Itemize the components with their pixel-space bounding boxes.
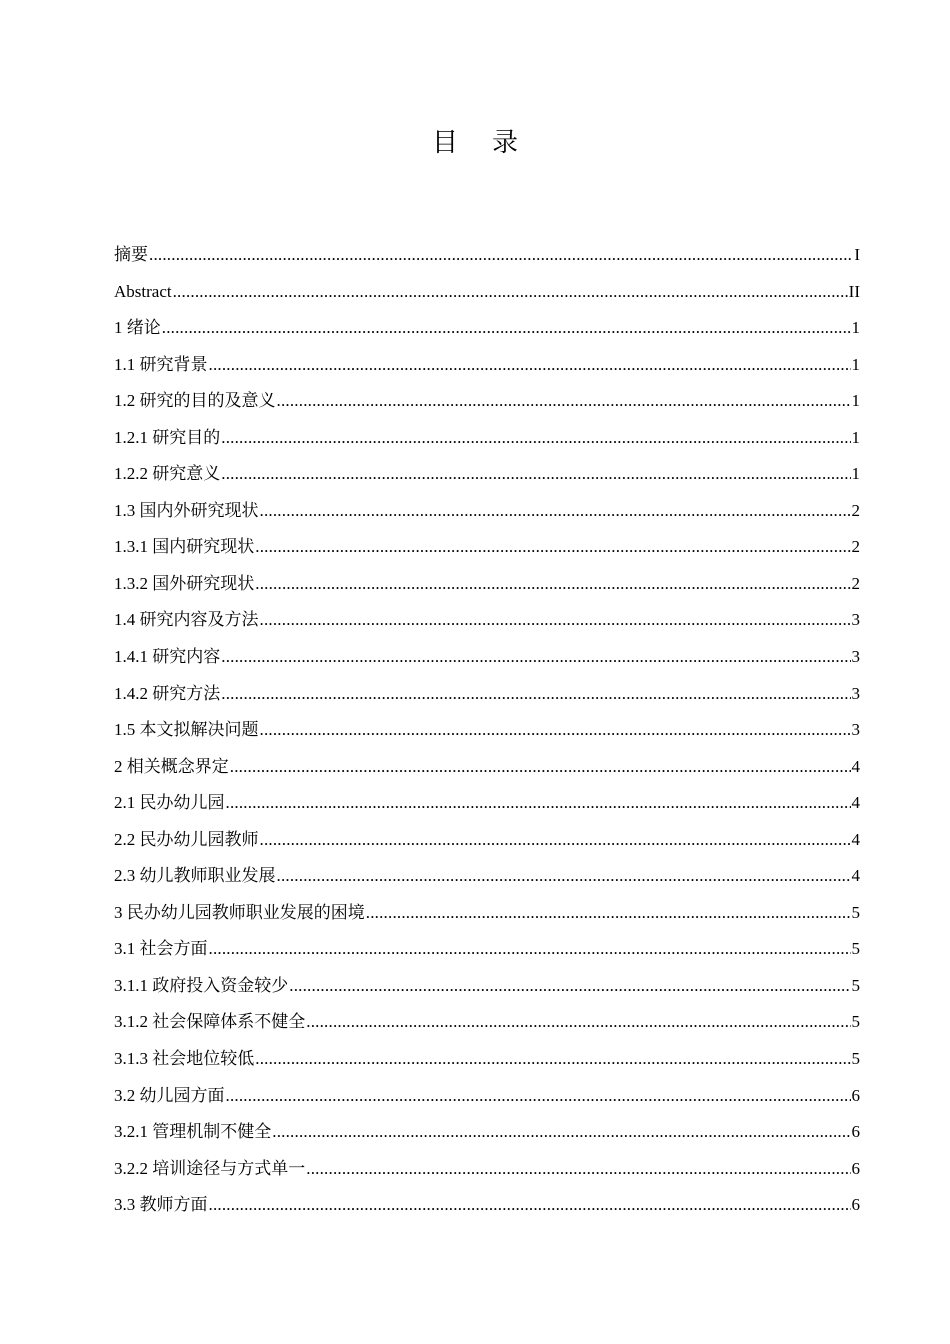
toc-entry-page: 3 [851, 647, 860, 667]
toc-entry-page: 5 [851, 1012, 860, 1032]
toc-entry-page: 1 [851, 391, 860, 411]
toc-entry-page: 4 [851, 793, 860, 813]
toc-entry-text: 2.3 幼儿教师职业发展 [114, 866, 276, 886]
toc-entry-text: 3.1.2 社会保障体系不健全 [114, 1012, 306, 1032]
toc-entry[interactable] [114, 602, 860, 639]
toc-leader-dots [162, 310, 851, 347]
toc-entry[interactable] [114, 347, 860, 384]
toc-entry[interactable] [114, 749, 860, 786]
toc-leader-dots [306, 1151, 850, 1188]
toc-entry[interactable] [114, 1187, 860, 1224]
toc-leader-dots [209, 1187, 851, 1224]
toc-entry-page: 4 [851, 756, 860, 776]
toc-leader-dots [230, 749, 851, 786]
toc-entry[interactable] [114, 1114, 860, 1151]
toc-entry[interactable] [114, 1004, 860, 1041]
toc-entry[interactable] [114, 1041, 860, 1078]
toc-entry-text: 3.1 社会方面 [114, 939, 208, 959]
toc-entry-text: 3 民办幼儿园教师职业发展的困境 [114, 902, 365, 922]
toc-entry-page: 2 [851, 500, 860, 520]
toc-entry-page: 1 [851, 427, 860, 447]
toc-entry[interactable] [114, 822, 860, 859]
toc-leader-dots [277, 383, 851, 420]
toc-leader-dots [149, 237, 853, 274]
toc-entry-page: 5 [851, 1049, 860, 1069]
toc-entry-text: 3.1.3 社会地位较低 [114, 1049, 255, 1069]
toc-leader-dots [260, 712, 851, 749]
toc-entry-text: 1.3.2 国外研究现状 [114, 573, 255, 593]
toc-entry-text: Abstract [114, 281, 172, 301]
toc-leader-dots [226, 785, 851, 822]
toc-entry-text: 1.1 研究背景 [114, 354, 208, 374]
toc-leader-dots [221, 676, 850, 713]
toc-entry[interactable] [114, 566, 860, 603]
toc-entry-text: 1 绪论 [114, 318, 161, 338]
toc-leader-dots [173, 274, 848, 311]
toc-entry-page: 5 [851, 939, 860, 959]
toc-entry-page: 6 [851, 1195, 860, 1215]
toc-list [114, 237, 860, 1224]
toc-leader-dots [260, 822, 851, 859]
toc-entry-text: 1.2 研究的目的及意义 [114, 391, 276, 411]
toc-entry[interactable] [114, 493, 860, 530]
toc-leader-dots [221, 420, 850, 457]
toc-title-char-2: 录 [492, 128, 519, 158]
toc-entry[interactable] [114, 1151, 860, 1188]
toc-entry[interactable] [114, 456, 860, 493]
toc-entry-text: 2.1 民办幼儿园 [114, 793, 225, 813]
toc-entry-page: 4 [851, 866, 860, 886]
toc-leader-dots [260, 493, 851, 530]
toc-entry-text: 3.3 教师方面 [114, 1195, 208, 1215]
toc-entry-text: 1.2.1 研究目的 [114, 427, 221, 447]
toc-entry[interactable] [114, 237, 860, 274]
toc-entry-text: 1.5 本文拟解决问题 [114, 720, 259, 740]
toc-entry[interactable] [114, 895, 860, 932]
toc-entry-page: 5 [851, 975, 860, 995]
toc-entry-page: 3 [851, 720, 860, 740]
toc-entry[interactable] [114, 858, 860, 895]
toc-entry-text: 3.2 幼儿园方面 [114, 1085, 225, 1105]
toc-leader-dots [260, 602, 851, 639]
toc-entry[interactable] [114, 274, 860, 311]
toc-leader-dots [209, 347, 851, 384]
toc-entry[interactable] [114, 383, 860, 420]
toc-entry-page: 1 [851, 318, 860, 338]
toc-entry-text: 3.2.2 培训途径与方式单一 [114, 1158, 306, 1178]
toc-entry-text: 2.2 民办幼儿园教师 [114, 829, 259, 849]
toc-entry-page: 1 [851, 354, 860, 374]
toc-entry-text: 1.4.1 研究内容 [114, 647, 221, 667]
toc-entry-text: 1.3.1 国内研究现状 [114, 537, 255, 557]
toc-entry-page: 2 [851, 573, 860, 593]
toc-leader-dots [255, 529, 850, 566]
toc-entry[interactable] [114, 639, 860, 676]
toc-entry-text: 3.2.1 管理机制不健全 [114, 1122, 272, 1142]
toc-entry-text: 1.3 国内外研究现状 [114, 500, 259, 520]
toc-entry-page: 6 [851, 1122, 860, 1142]
toc-entry-page: 4 [851, 829, 860, 849]
toc-leader-dots [226, 1078, 851, 1115]
toc-entry-text: 摘要 [114, 245, 148, 264]
toc-entry-text: 1.2.2 研究意义 [114, 464, 221, 484]
toc-entry[interactable] [114, 1078, 860, 1115]
toc-leader-dots [289, 968, 850, 1005]
toc-entry-page: 3 [851, 683, 860, 703]
toc-leader-dots [255, 566, 850, 603]
toc-entry-text: 3.1.1 政府投入资金较少 [114, 975, 289, 995]
toc-leader-dots [306, 1004, 850, 1041]
toc-entry-page: 3 [851, 610, 860, 630]
toc-leader-dots [221, 639, 850, 676]
toc-leader-dots [209, 931, 851, 968]
toc-leader-dots [221, 456, 850, 493]
toc-entry-text: 1.4 研究内容及方法 [114, 610, 259, 630]
toc-entry[interactable] [114, 529, 860, 566]
toc-entry-page: 1 [851, 464, 860, 484]
toc-leader-dots [272, 1114, 850, 1151]
toc-leader-dots [255, 1041, 850, 1078]
toc-entry-page: I [854, 245, 860, 264]
toc-entry[interactable] [114, 310, 860, 347]
toc-leader-dots [366, 895, 851, 932]
toc-title-char-1: 目 [431, 128, 458, 158]
toc-entry-text: 2 相关概念界定 [114, 756, 229, 776]
toc-entry-page: 6 [851, 1085, 860, 1105]
toc-entry[interactable] [114, 931, 860, 968]
toc-entry[interactable] [114, 712, 860, 749]
toc-entry[interactable] [114, 968, 860, 1005]
toc-entry-page: 6 [851, 1158, 860, 1178]
toc-entry-page: 2 [851, 537, 860, 557]
toc-title [0, 122, 950, 159]
toc-entry-text: 1.4.2 研究方法 [114, 683, 221, 703]
toc-leader-dots [277, 858, 851, 895]
toc-entry[interactable] [114, 420, 860, 457]
toc-entry[interactable] [114, 785, 860, 822]
toc-entry[interactable] [114, 676, 860, 713]
toc-entry-page: II [848, 281, 860, 301]
toc-entry-page: 5 [851, 902, 860, 922]
